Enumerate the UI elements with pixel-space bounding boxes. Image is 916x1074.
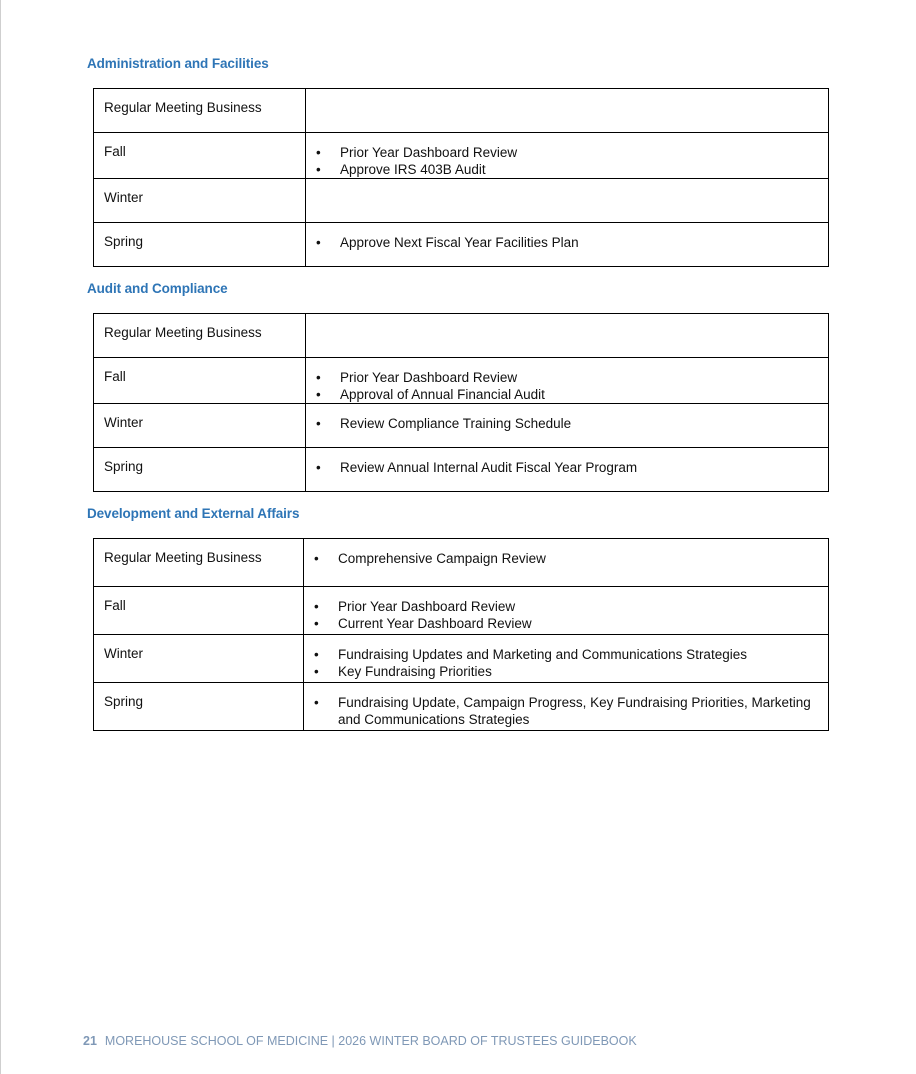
row-label: Regular Meeting Business xyxy=(94,89,306,133)
list-item: • Fundraising Updates and Marketing and Communications Strategies xyxy=(314,646,818,663)
list-item: • Comprehensive Campaign Review xyxy=(314,550,818,567)
table-row xyxy=(94,179,829,223)
list-item: • Prior Year Dashboard Review xyxy=(316,369,818,386)
row-items xyxy=(304,539,829,587)
row-label: Winter xyxy=(94,404,306,448)
list-item: • Approve Next Fiscal Year Facilities Plan xyxy=(316,234,818,251)
list-item: • Fundraising Update, Campaign Progress, Key Fundraising Priorities, Marketing and Communications Strategies xyxy=(314,694,818,728)
list-item: • Approve IRS 403B Audit xyxy=(316,161,818,178)
table-row xyxy=(94,404,829,448)
list-item: • Prior Year Dashboard Review xyxy=(314,598,818,615)
page-footer xyxy=(83,1034,637,1048)
page-edge xyxy=(0,0,1,1074)
table-row xyxy=(94,223,829,267)
list-item: • Key Fundraising Priorities xyxy=(314,663,818,680)
row-label: Winter xyxy=(94,635,304,683)
table-row xyxy=(94,683,829,731)
list-item: • Review Annual Internal Audit Fiscal Year Program xyxy=(316,459,818,476)
list-item: • Approval of Annual Financial Audit xyxy=(316,386,818,403)
row-items xyxy=(306,404,829,448)
footer-text: MOREHOUSE SCHOOL OF MEDICINE | 2026 WINTER BOARD OF TRUSTEES GUIDEBOOK xyxy=(104,1034,637,1048)
list-item: • Prior Year Dashboard Review xyxy=(316,144,818,161)
row-items xyxy=(304,635,829,683)
page-number: 21 xyxy=(83,1034,97,1048)
row-label: Spring xyxy=(94,683,304,731)
row-items xyxy=(306,179,829,223)
row-label: Winter xyxy=(94,179,306,223)
row-items xyxy=(306,133,829,179)
row-label: Spring xyxy=(94,448,306,492)
table-row xyxy=(94,133,829,179)
row-items xyxy=(306,358,829,404)
table-row xyxy=(94,448,829,492)
schedule-table-audit xyxy=(93,313,829,492)
row-label: Fall xyxy=(94,133,306,179)
row-items xyxy=(306,448,829,492)
row-items xyxy=(306,223,829,267)
row-label: Regular Meeting Business xyxy=(94,314,306,358)
section-heading-development: Development and External Affairs xyxy=(87,506,300,521)
list-item: • Current Year Dashboard Review xyxy=(314,615,818,632)
section-heading-audit: Audit and Compliance xyxy=(87,281,228,296)
table-row xyxy=(94,314,829,358)
row-label: Spring xyxy=(94,223,306,267)
row-label: Fall xyxy=(94,587,304,635)
list-item: • Review Compliance Training Schedule xyxy=(316,415,818,432)
row-label: Regular Meeting Business xyxy=(94,539,304,587)
table-row xyxy=(94,539,829,587)
row-items xyxy=(306,314,829,358)
schedule-table-development xyxy=(93,538,829,731)
table-row xyxy=(94,635,829,683)
row-items xyxy=(304,587,829,635)
section-heading-administration: Administration and Facilities xyxy=(87,56,269,71)
table-row xyxy=(94,358,829,404)
row-items xyxy=(304,683,829,731)
table-row xyxy=(94,89,829,133)
table-row xyxy=(94,587,829,635)
row-items xyxy=(306,89,829,133)
row-label: Fall xyxy=(94,358,306,404)
schedule-table-administration xyxy=(93,88,829,267)
